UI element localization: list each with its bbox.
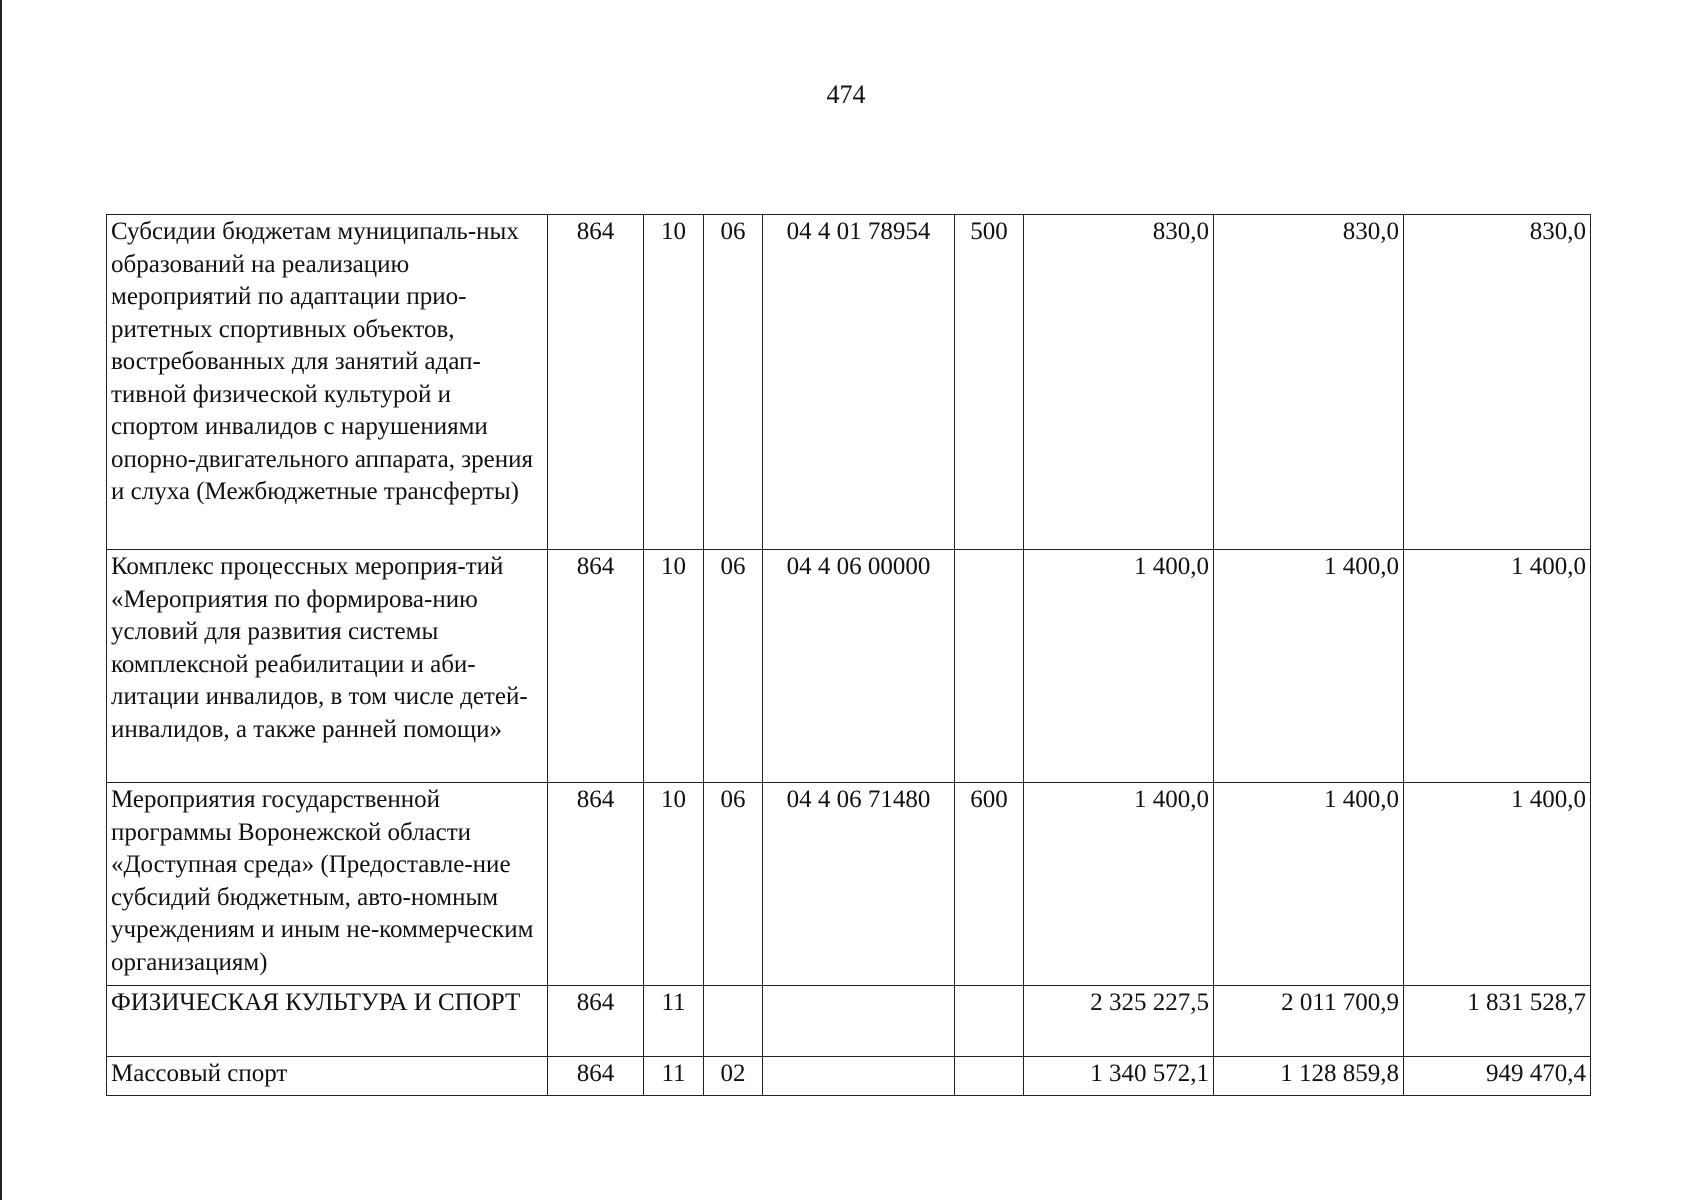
amount-year-3: 949 470,4: [1404, 1057, 1591, 1096]
table-row: [107, 550, 1591, 783]
expense-type-code: 600: [955, 783, 1024, 986]
amount-year-3: 1 400,0: [1404, 550, 1591, 783]
row-name: Субсидии бюджетам муниципаль-ных образований на реализацию мероприятий по адаптации прио-ритетных спортивных объектов, востребованных для занятий адап-тивной физической культурой и спортом инвалидов с нарушениями опорно-двигательного аппарата, зрения и слуха (Межбюджетные трансферты): [107, 215, 548, 550]
expense-type-code: [955, 986, 1024, 1057]
subsection-code: 02: [704, 1057, 763, 1096]
grbs-code: 864: [548, 215, 644, 550]
amount-year-1: 830,0: [1024, 215, 1214, 550]
target-article-code: 04 4 06 71480: [763, 783, 955, 986]
grbs-code: 864: [548, 986, 644, 1057]
target-article-code: 04 4 01 78954: [763, 215, 955, 550]
section-code: 11: [644, 1057, 704, 1096]
page-left-edge: [0, 0, 2, 1200]
amount-year-2: 1 400,0: [1214, 783, 1404, 986]
grbs-code: 864: [548, 550, 644, 783]
section-code: 11: [644, 986, 704, 1057]
row-name: Мероприятия государственной программы Воронежской области «Доступная среда» (Предоставле-ние субсидий бюджетным, авто-номным учреждениям и иным не-коммерческим организациям): [107, 783, 548, 986]
budget-table: [106, 214, 1591, 1096]
table-row: [107, 783, 1591, 986]
row-name: Массовый спорт: [107, 1057, 548, 1096]
target-article-code: 04 4 06 00000: [763, 550, 955, 783]
target-article-code: [763, 986, 955, 1057]
expense-type-code: [955, 1057, 1024, 1096]
target-article-code: [763, 1057, 955, 1096]
expense-type-code: 500: [955, 215, 1024, 550]
amount-year-2: 1 400,0: [1214, 550, 1404, 783]
amount-year-1: 1 400,0: [1024, 550, 1214, 783]
amount-year-2: 830,0: [1214, 215, 1404, 550]
table-row: [107, 215, 1591, 550]
grbs-code: 864: [548, 783, 644, 986]
amount-year-1: 2 325 227,5: [1024, 986, 1214, 1057]
subsection-code: 06: [704, 550, 763, 783]
amount-year-1: 1 340 572,1: [1024, 1057, 1214, 1096]
amount-year-2: 1 128 859,8: [1214, 1057, 1404, 1096]
amount-year-3: 1 831 528,7: [1404, 986, 1591, 1057]
grbs-code: 864: [548, 1057, 644, 1096]
amount-year-1: 1 400,0: [1024, 783, 1214, 986]
amount-year-2: 2 011 700,9: [1214, 986, 1404, 1057]
subsection-code: 06: [704, 783, 763, 986]
expense-type-code: [955, 550, 1024, 783]
amount-year-3: 1 400,0: [1404, 783, 1591, 986]
amount-year-3: 830,0: [1404, 215, 1591, 550]
section-code: 10: [644, 783, 704, 986]
subsection-code: [704, 986, 763, 1057]
section-code: 10: [644, 550, 704, 783]
page-number: 474: [826, 80, 866, 109]
subsection-code: 06: [704, 215, 763, 550]
table-row: [107, 986, 1591, 1057]
table-row: [107, 1057, 1591, 1096]
row-name: ФИЗИЧЕСКАЯ КУЛЬТУРА И СПОРТ: [107, 986, 548, 1057]
row-name: Комплекс процессных мероприя-тий «Мероприятия по формирова-нию условий для развития системы комплексной реабилитации и аби-литации инвалидов, в том числе детей-инвалидов, а также ранней помощи»: [107, 550, 548, 783]
section-code: 10: [644, 215, 704, 550]
